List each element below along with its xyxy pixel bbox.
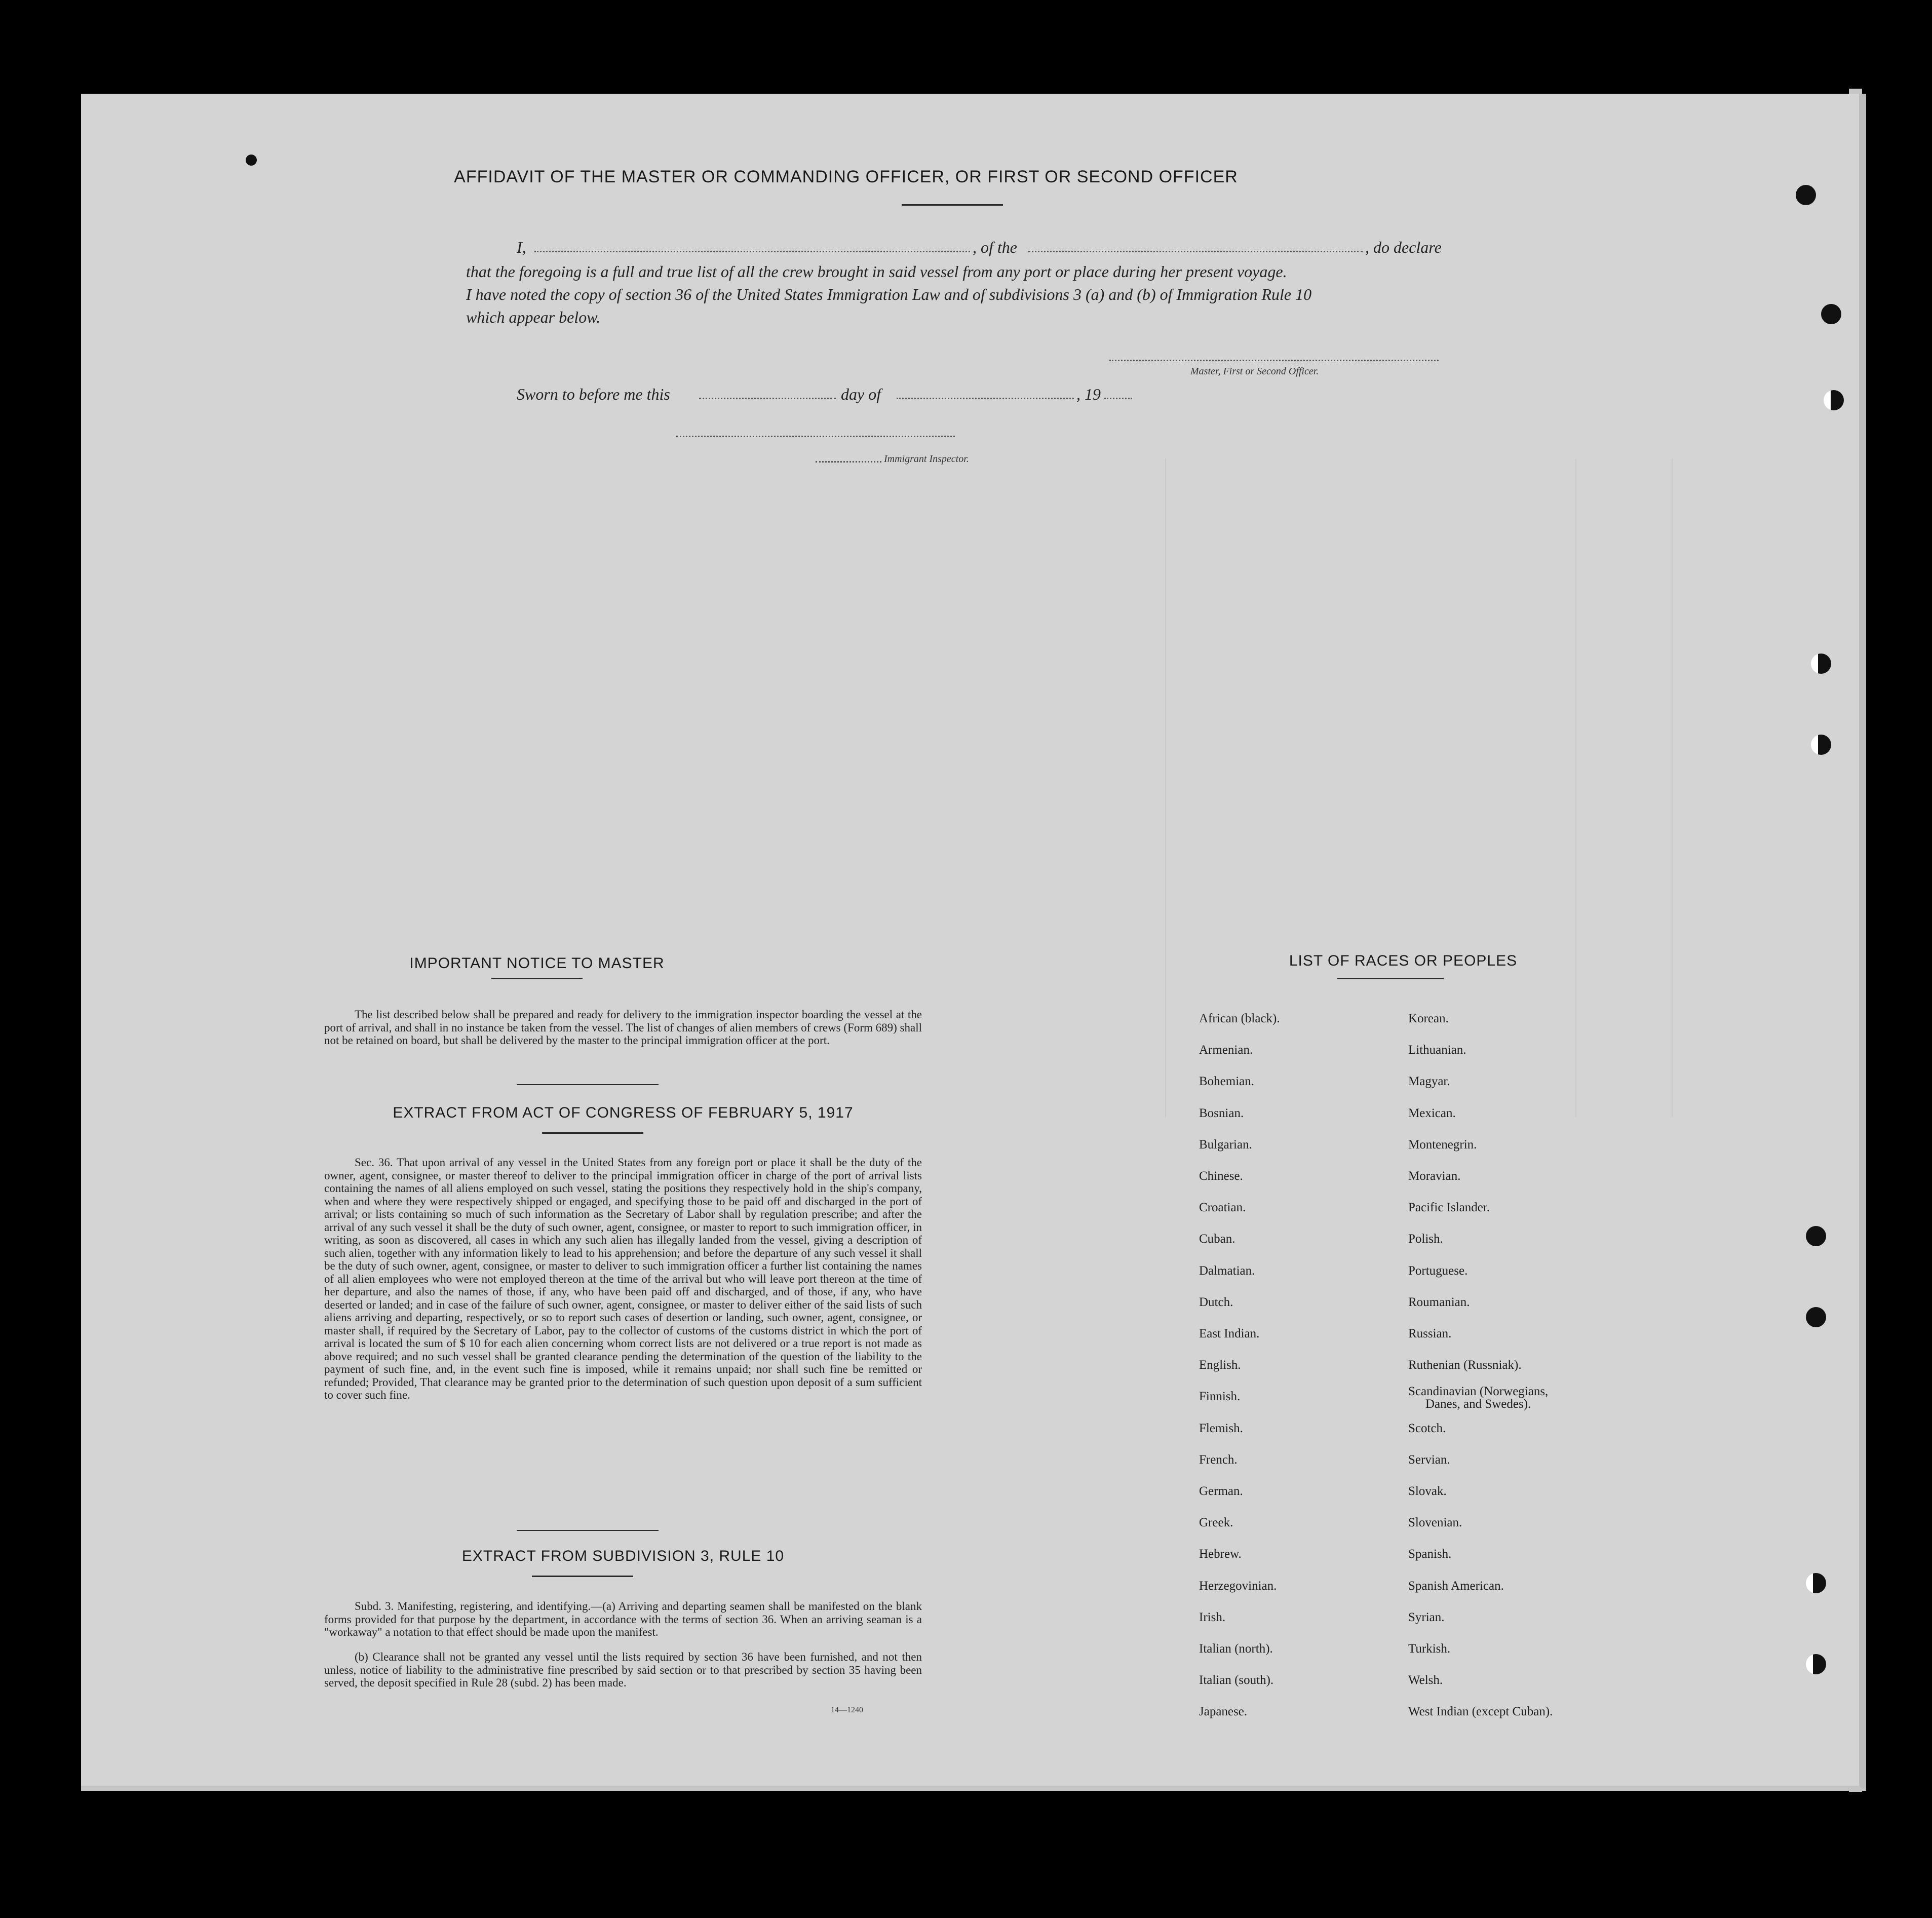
affidavit-line-3: I have noted the copy of section 36 of the United States Immigration Law and of subdivisions 3 (a) and (b) of Immigration Rule 10 [466, 285, 1312, 303]
day-of-text: day of [841, 385, 881, 403]
race-item: Ruthenian (Russniak). [1408, 1358, 1522, 1372]
document-page [81, 94, 1866, 1791]
race-item: Irish. [1199, 1610, 1226, 1624]
race-item: Armenian. [1199, 1043, 1253, 1057]
race-item: West Indian (except Cuban). [1408, 1705, 1553, 1719]
inspector-caption: Immigrant Inspector. [884, 453, 969, 465]
race-item: Finnish. [1199, 1390, 1241, 1404]
affidavit-line-4: which appear below. [466, 308, 601, 326]
race-item: Pacific Islander. [1408, 1201, 1490, 1215]
rule-title: EXTRACT FROM SUBDIVISION 3, RULE 10 [461, 1548, 785, 1564]
inspector-signature-line [676, 436, 955, 437]
race-item: French. [1199, 1452, 1238, 1467]
affidavit-i: I, [517, 238, 526, 256]
master-signature-line [1109, 360, 1439, 361]
race-item: Flemish. [1199, 1421, 1243, 1435]
act-text: Sec. 36. That upon arrival of any vessel in the United States from any foreign port or place it shall be the duty of the owner, agent, consignee, or master thereof to deliver to the principal immigration officer in charge of the port of arrival lists containing the names of all aliens employed on such vessel, stating the positions they respectively hold in the ship's company, when and where they were respectively shipped or engaged, and specifying those to be paid off and discharged in the port of arrival; or lists containing so much of such information as the Secretary of Labor shall by regulation prescribe; and after the arrival of any such vessel it shall be the duty of such owner, agent, consignee, or master to report to such immigration officer, in writing, as soon as discovered, all cases in which any such alien has illegally landed from the vessel, giving a description of such alien, together with any information likely to lead to his apprehension; and before the departure of any such vessel it shall be the duty of such owner, agent, consignee, or master to deliver to such immigration officer a further list containing the names of all alien employees who were not employed thereon at the time of the arrival but who will leave port thereon at the time of her departure, and also the names of those, if any, who have been paid off and discharged, and of those, if any, who have deserted or landed; and in case of the failure of such owner, agent, consignee, or master to deliver either of the said lists of such aliens arriving and departing, respectively, or so to report such cases of desertion or landing, such owner, agent, consignee, or master shall, if required by the Secretary of Labor, pay to the collector of customs of the customs district in which the port of arrival is located the sum of $ 10 for each alien concerning whom correct lists are not delivered or a true report is not made as above required; and no such vessel shall be granted clearance pending the determination of the question of the liability to the payment of such fine, and, in the event such fine is imposed, while it remains unpaid; nor shall such fine be remitted or refunded; Provided, That clearance may be granted prior to the determination of such question upon deposit of a sum sufficient to cover such fine. [324, 1156, 922, 1401]
race-item: Bosnian. [1199, 1106, 1244, 1120]
vessel-blank [1028, 251, 1363, 252]
name-blank [534, 251, 970, 252]
race-item: Lithuanian. [1408, 1043, 1466, 1057]
race-item: Montenegrin. [1408, 1137, 1477, 1152]
day-blank [699, 398, 836, 399]
race-item: Hebrew. [1199, 1547, 1242, 1561]
act-rule [542, 1132, 643, 1134]
race-item: Scotch. [1408, 1421, 1446, 1435]
race-item: Portuguese. [1408, 1263, 1468, 1278]
race-item: Chinese. [1199, 1169, 1243, 1183]
race-item-continuation: Danes, and Swedes). [1425, 1397, 1531, 1411]
notice-text: The list described below shall be prepared and ready for delivery to the immigration inspector boarding the vessel at the port of arrival, and shall in no instance be taken from the vessel. The list of changes of alien members of crews (Form 689) shall not be retained on board, but shall be delivered by the master to the principal immigration officer at the port. [324, 1008, 922, 1047]
punch-hole [1806, 1226, 1826, 1246]
race-item: Polish. [1408, 1232, 1443, 1246]
race-item: Croatian. [1199, 1201, 1246, 1215]
sworn-text: Sworn to before me this [517, 385, 670, 403]
punch-hole [1824, 390, 1844, 410]
race-item: Mexican. [1408, 1106, 1456, 1120]
affidavit-of-the: , of the [973, 238, 1017, 256]
punch-hole [1806, 1307, 1826, 1327]
section-divider [517, 1530, 659, 1531]
race-item: Scandinavian (Norwegians, [1408, 1385, 1549, 1399]
race-item: Spanish American. [1408, 1579, 1504, 1593]
race-item: Servian. [1408, 1452, 1450, 1467]
race-item: Cuban. [1199, 1232, 1235, 1246]
inspector-leader [816, 461, 881, 463]
act-title: EXTRACT FROM ACT OF CONGRESS OF FEBRUARY 5, 1917 [393, 1104, 854, 1121]
race-item: Greek. [1199, 1516, 1233, 1530]
race-item: Bohemian. [1199, 1075, 1255, 1089]
race-item: Korean. [1408, 1012, 1449, 1025]
affidavit-declare: , do declare [1365, 238, 1442, 256]
month-blank [897, 398, 1074, 399]
rule-text-b: (b) Clearance shall not be granted any vessel until the lists required by section 36 have been furnished, and not then unless, notice of liability to the administrative fine prescribed by said section or to that prescribed by section 35 having been served, the deposit specified in Rule 28 (subd. 2) has been made. [324, 1651, 922, 1689]
race-item: Italian (north). [1199, 1642, 1273, 1656]
notice-rule [491, 978, 583, 979]
punch-hole [1821, 304, 1841, 324]
race-item: Dalmatian. [1199, 1263, 1255, 1278]
punch-hole [1811, 654, 1831, 674]
race-item: Welsh. [1408, 1673, 1443, 1687]
affidavit-line-2: that the foregoing is a full and true list of all the crew brought in said vessel from any port or place during her present voyage. [466, 262, 1287, 281]
race-item: African (black). [1199, 1012, 1280, 1025]
punch-hole [1811, 735, 1831, 755]
race-item: Slovak. [1408, 1484, 1447, 1498]
race-item: East Indian. [1199, 1327, 1260, 1340]
punch-hole [1806, 1573, 1826, 1593]
race-item: Bulgarian. [1199, 1137, 1252, 1152]
race-item: Slovenian. [1408, 1516, 1462, 1530]
race-item: Spanish. [1408, 1547, 1452, 1561]
race-item: Dutch. [1199, 1295, 1233, 1309]
race-item: Italian (south). [1199, 1673, 1274, 1687]
race-item: Herzegovinian. [1199, 1579, 1277, 1593]
rule-rule [532, 1576, 633, 1577]
year-blank [1104, 398, 1132, 399]
punch-hole [1806, 1654, 1826, 1674]
notice-title: IMPORTANT NOTICE TO MASTER [409, 955, 665, 972]
race-item: Turkish. [1408, 1642, 1451, 1656]
ink-mark [246, 155, 257, 166]
title-rule [902, 204, 1003, 206]
race-item: Japanese. [1199, 1705, 1248, 1719]
master-caption: Master, First or Second Officer. [1190, 366, 1319, 377]
race-item: German. [1199, 1484, 1243, 1498]
year-prefix: , 19 [1076, 385, 1101, 403]
section-divider [517, 1084, 659, 1085]
race-item: English. [1199, 1358, 1241, 1372]
race-item: Magyar. [1408, 1075, 1450, 1089]
race-item: Russian. [1408, 1327, 1452, 1340]
race-item: Syrian. [1408, 1610, 1445, 1624]
races-rule [1337, 978, 1444, 979]
races-title: LIST OF RACES OR PEOPLES [1289, 952, 1518, 969]
rule-text-a: Subd. 3. Manifesting, registering, and identifying.—(a) Arriving and departing seamen shall be manifested on the blank forms provided for that purpose by the department, in accordance with the terms of section 36. When an arriving seaman is a "workaway" a notation to that effect should be made upon the manifest. [324, 1600, 922, 1638]
race-item: Roumanian. [1408, 1295, 1470, 1309]
affidavit-title: AFFIDAVIT OF THE MASTER OR COMMANDING OFFICER, OR FIRST OR SECOND OFFICER [454, 167, 1238, 186]
punch-hole [1796, 185, 1816, 205]
form-number: 14—1240 [831, 1706, 863, 1714]
race-item: Moravian. [1408, 1169, 1461, 1183]
